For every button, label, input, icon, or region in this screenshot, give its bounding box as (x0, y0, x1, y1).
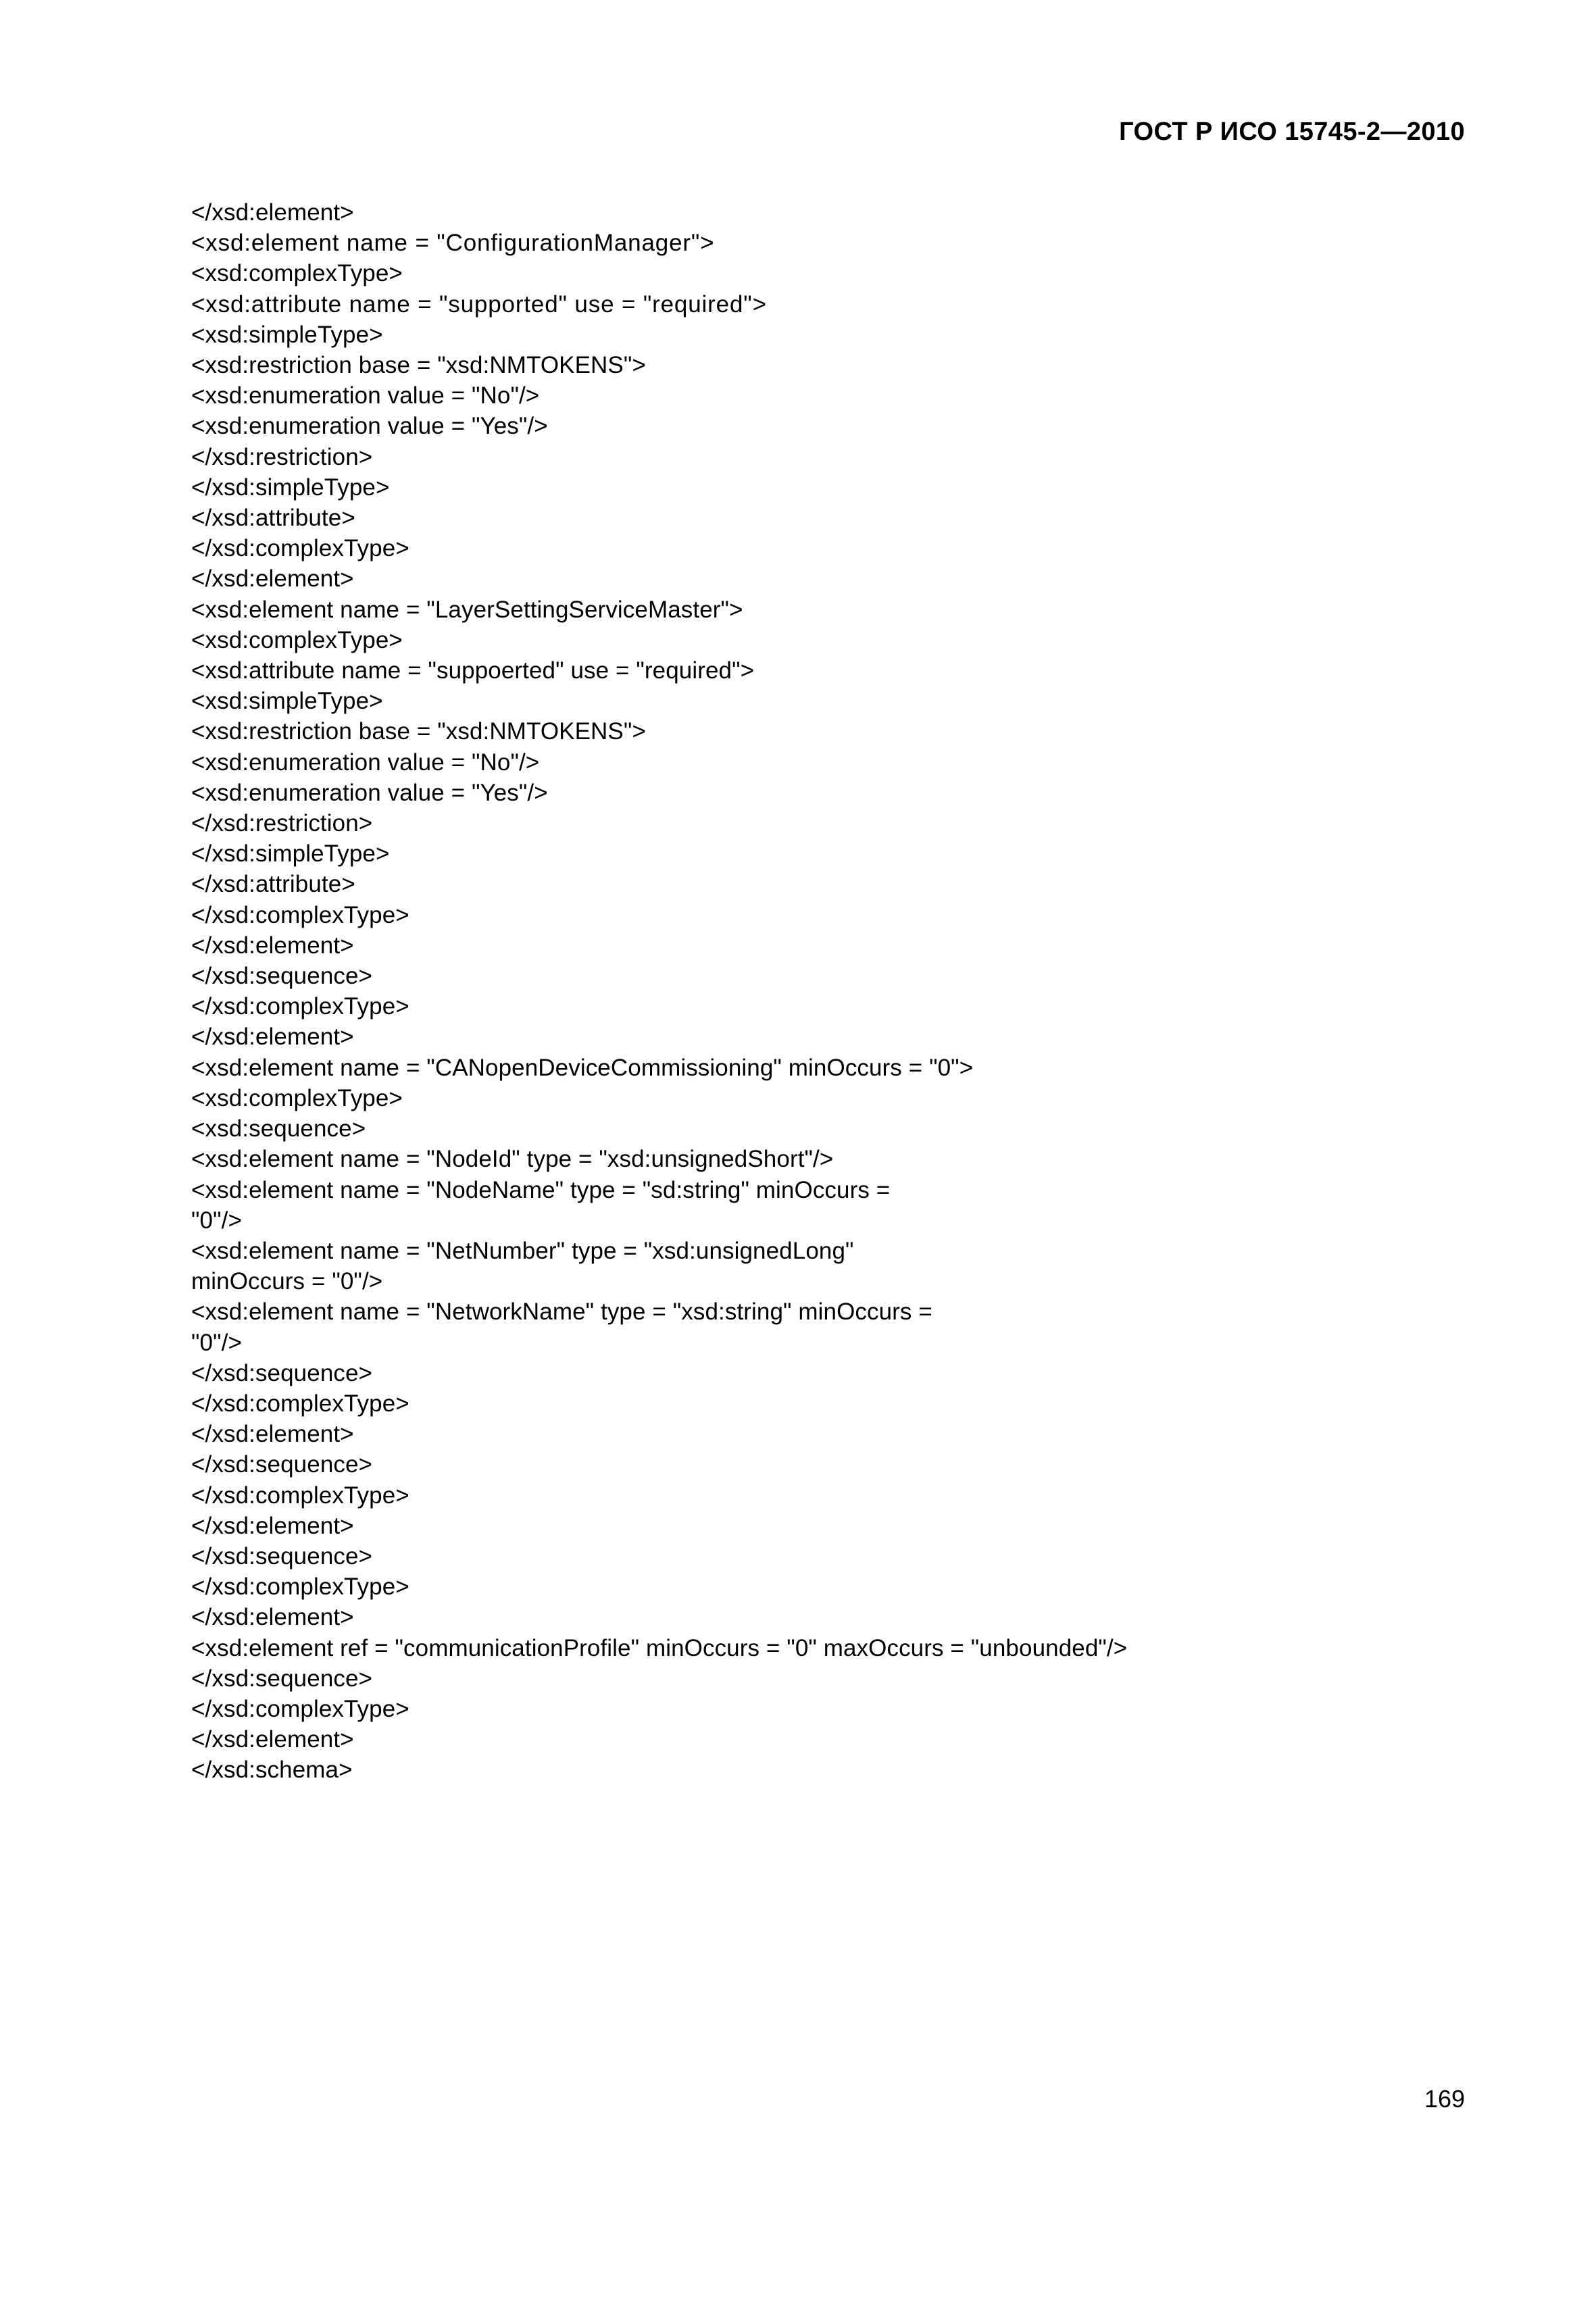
code-line: <xsd:complexType> (191, 1084, 403, 1111)
code-line: </xsd:sequence> (191, 1542, 373, 1569)
code-line: </xsd:attribute> (191, 871, 355, 898)
code-line: </xsd:element> (191, 1512, 354, 1539)
code-line: </xsd:element> (191, 565, 354, 593)
code-line: <xsd:simpleType> (191, 321, 383, 348)
code-line: <xsd:enumeration value = "No"/> (191, 749, 540, 776)
code-line: </xsd:restriction> (191, 443, 373, 470)
code-line: </xsd:simpleType> (191, 840, 390, 867)
code-line: <xsd:restriction base = "xsd:NMTOKENS"> (191, 352, 646, 379)
code-line: "0"/> (191, 1207, 242, 1234)
code-line: </xsd:complexType> (191, 901, 409, 928)
code-line: </xsd:sequence> (191, 1359, 373, 1386)
code-line: <xsd:element name = "ConfigurationManager"> (191, 230, 715, 257)
code-line: <xsd:complexType> (191, 626, 403, 653)
code-line: <xsd:element name = "CANopenDeviceCommissioning" minOccurs = "0"> (191, 1054, 974, 1081)
code-line: </xsd:element> (191, 932, 354, 959)
code-line: <xsd:element ref = "communicationProfile" minOccurs = "0" maxOccurs = "unbounded"/> (191, 1634, 1128, 1661)
code-line: </xsd:complexType> (191, 1390, 409, 1417)
code-line: </xsd:sequence> (191, 1451, 373, 1478)
code-line: </xsd:schema> (191, 1757, 353, 1784)
code-line: minOccurs = "0"/> (191, 1268, 383, 1295)
code-line: <xsd:element name = "NodeId" type = "xsd:unsignedShort"/> (191, 1146, 834, 1173)
code-line: </xsd:element> (191, 1024, 354, 1051)
code-line: </xsd:element> (191, 1421, 354, 1448)
code-line: <xsd:enumeration value = "Yes"/> (191, 779, 548, 806)
code-line: </xsd:complexType> (191, 535, 409, 562)
code-line: </xsd:sequence> (191, 963, 373, 990)
code-line: "0"/> (191, 1329, 242, 1356)
running-header-standard-number: ГОСТ Р ИСО 15745-2—2010 (1119, 118, 1465, 146)
code-line: <xsd:element name = "NodeName" type = "sd:string" minOccurs = (191, 1176, 891, 1203)
code-line: </xsd:complexType> (191, 993, 409, 1020)
code-line: </xsd:simpleType> (191, 474, 390, 501)
code-line: <xsd:enumeration value = "Yes"/> (191, 413, 548, 440)
xsd-code-listing (191, 197, 1475, 1786)
code-line: <xsd:element name = "LayerSettingServiceMaster"> (191, 596, 743, 623)
code-line: </xsd:restriction> (191, 810, 373, 837)
code-line: <xsd:complexType> (191, 260, 403, 287)
code-line: </xsd:complexType> (191, 1482, 409, 1509)
code-line: </xsd:element> (191, 1604, 354, 1631)
code-line: </xsd:complexType> (191, 1574, 409, 1601)
code-line: </xsd:attribute> (191, 505, 355, 532)
code-line: <xsd:enumeration value = "No"/> (191, 382, 540, 409)
code-line: </xsd:complexType> (191, 1695, 409, 1722)
code-line: <xsd:element name = "NetworkName" type = "xsd:string" minOccurs = (191, 1299, 932, 1326)
code-line: <xsd:sequence> (191, 1115, 366, 1142)
code-line: </xsd:sequence> (191, 1665, 373, 1692)
code-line: <xsd:attribute name = "supported" use = "required"> (191, 291, 767, 318)
code-line: <xsd:simpleType> (191, 688, 383, 715)
code-line: <xsd:restriction base = "xsd:NMTOKENS"> (191, 718, 646, 745)
code-line: <xsd:element name = "NetNumber" type = "xsd:unsignedLong" (191, 1237, 854, 1264)
page-number: 169 (1424, 2085, 1465, 2113)
code-line: </xsd:element> (191, 199, 354, 226)
code-line: <xsd:attribute name = "suppoerted" use = "required"> (191, 657, 755, 684)
code-line: </xsd:element> (191, 1726, 354, 1753)
